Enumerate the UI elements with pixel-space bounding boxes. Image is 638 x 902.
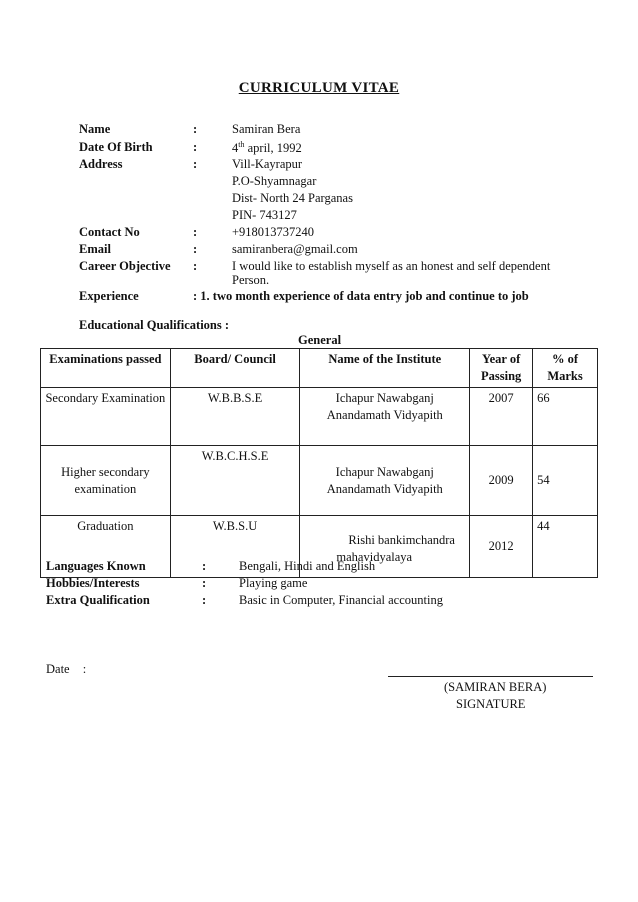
- board-cell: W.B.C.H.S.E: [170, 446, 300, 516]
- colon: :: [202, 593, 207, 607]
- exam-cell: Secondary Examination: [41, 388, 171, 446]
- exam-cell: Graduation: [41, 516, 171, 578]
- address-label: Address: [79, 157, 123, 171]
- dob-day: 4: [232, 141, 239, 156]
- institute-line: mahavidyalaya: [336, 550, 413, 564]
- colon: :: [193, 157, 198, 171]
- marks-cell: 44: [533, 516, 598, 578]
- name-label: Name: [79, 122, 111, 136]
- extra-qualification-value: Basic in Computer, Financial accounting: [239, 593, 443, 607]
- institute-cell: [300, 446, 470, 516]
- career-label: Career Objective: [79, 259, 171, 273]
- signature-name: (SAMIRAN BERA): [444, 680, 547, 694]
- career-line: I would like to establish myself as an honest and self dependent: [232, 259, 551, 273]
- marks-cell: 54: [533, 446, 598, 516]
- colon: :: [193, 122, 198, 136]
- page-title: CURRICULUM VITAE: [238, 80, 400, 96]
- exam-line: examination: [74, 481, 137, 496]
- hobbies-value: Playing game: [239, 576, 308, 590]
- languages-value: Bengali, Hindi and English: [239, 559, 376, 573]
- board-cell: W.B.B.S.E: [170, 388, 300, 446]
- board-cell: W.B.S.U: [170, 516, 300, 578]
- col-header: Board/ Council: [170, 349, 300, 388]
- col-header: Examinations passed: [41, 349, 171, 388]
- colon: :: [193, 259, 198, 273]
- colon: :: [193, 225, 198, 239]
- education-table: [40, 348, 598, 578]
- career-line: Person.: [232, 273, 270, 287]
- signature-line: [388, 676, 593, 677]
- institute-line: Ichapur Nawabganj: [335, 464, 434, 479]
- date-label: Date :: [46, 662, 87, 676]
- address-line: Dist- North 24 Parganas: [232, 191, 353, 205]
- institute-line: Ichapur Nawabganj: [335, 391, 434, 405]
- exam-line: Higher secondary: [61, 464, 150, 479]
- extra-qualification-label: Extra Qualification: [46, 593, 150, 607]
- institute-line: Rishi bankimchandra: [348, 533, 455, 547]
- institute-line: Anandamath Vidyapith: [326, 481, 443, 496]
- signature-label: SIGNATURE: [456, 697, 526, 711]
- dob-label: Date Of Birth: [79, 140, 153, 154]
- exam-cell: [41, 446, 171, 516]
- address-line: Vill-Kayrapur: [232, 157, 303, 171]
- name-value: Samiran Bera: [232, 122, 301, 136]
- address-line: PIN- 743127: [232, 208, 297, 222]
- contact-value: +918013737240: [232, 225, 315, 239]
- colon: :: [202, 559, 207, 573]
- education-subheading: General: [298, 333, 342, 347]
- address-line: P.O-Shyamnagar: [232, 174, 317, 188]
- colon: :: [202, 576, 207, 590]
- dob-sup: th: [238, 140, 245, 149]
- education-heading: Educational Qualifications :: [79, 318, 230, 332]
- dob-value: [232, 140, 302, 156]
- institute-cell: [300, 388, 470, 446]
- year-cell: 2009: [470, 446, 533, 516]
- email-label: Email: [79, 242, 111, 256]
- dob-rest: april, 1992: [244, 141, 302, 156]
- contact-label: Contact No: [79, 225, 140, 239]
- year-cell: 2012: [470, 516, 533, 578]
- languages-label: Languages Known: [46, 559, 146, 573]
- email-value: samiranbera@gmail.com: [232, 242, 358, 256]
- col-header: Year of Passing: [470, 349, 533, 388]
- colon: :: [193, 242, 198, 256]
- experience-value: : 1. two month experience of data entry job and continue to job: [193, 289, 529, 303]
- table-row: [41, 446, 598, 516]
- year-cell: 2007: [470, 388, 533, 446]
- col-header: Name of the Institute: [300, 349, 470, 388]
- table-header-row: [41, 349, 598, 388]
- table-row: [41, 388, 598, 446]
- institute-line: Anandamath Vidyapith: [326, 408, 443, 422]
- hobbies-label: Hobbies/Interests: [46, 576, 140, 590]
- experience-label: Experience: [79, 289, 139, 303]
- marks-cell: 66: [533, 388, 598, 446]
- colon: :: [193, 140, 198, 154]
- col-header: % of Marks: [533, 349, 598, 388]
